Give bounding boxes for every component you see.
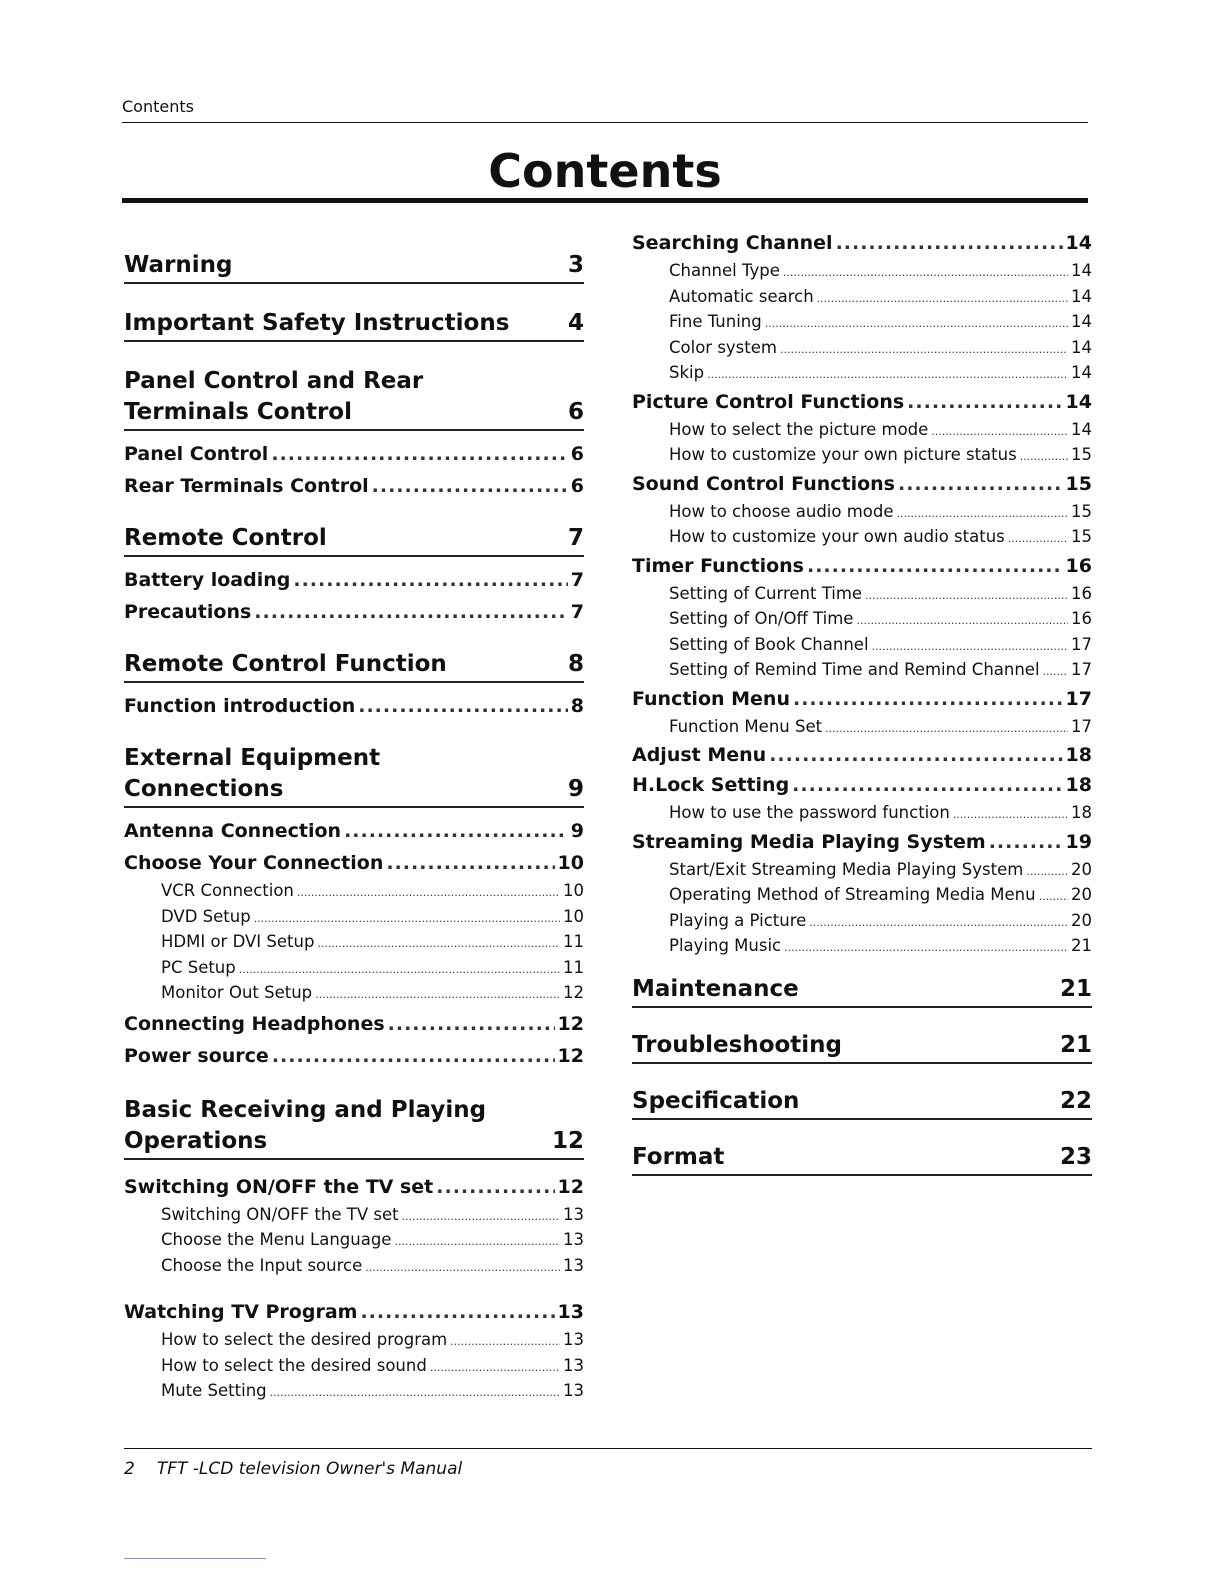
toc-section-title: Streaming Media Playing System [632,830,986,853]
toc-subsection-page: 21 [1071,936,1092,955]
toc-subsection-title: Automatic search [669,286,814,306]
dot-leader [807,551,1063,581]
chapter-page: 22 [1059,1087,1092,1114]
dot-leader [989,827,1063,857]
toc-subsection-title: How to choose audio mode [669,501,894,521]
dot-leader [272,1041,555,1071]
toc-section-page: 14 [1065,232,1092,254]
toc-chapter[interactable] [632,1142,1092,1176]
toc-subsection[interactable] [632,607,1092,633]
title-rule [122,198,1088,203]
chapter-page: 23 [1059,1143,1092,1170]
toc-subsection[interactable] [632,909,1092,935]
toc-chapter[interactable] [124,250,584,284]
toc-subsection[interactable] [124,930,584,956]
toc-subsection-page: 15 [1071,445,1092,464]
toc-subsection[interactable] [124,1354,584,1380]
toc-section-title: Antenna Connection [124,820,342,842]
toc-subsection-page: 12 [563,983,584,1002]
toc-section[interactable] [124,816,584,846]
toc-section[interactable] [632,770,1092,800]
toc-subsection-title: How to select the desired sound [161,1355,427,1375]
toc-subsection[interactable] [632,443,1092,469]
dot-leader [1008,527,1068,551]
toc-section[interactable] [124,439,584,469]
toc-subsection[interactable] [124,956,584,982]
toc-section-page: 12 [557,1175,584,1198]
toc-subsection[interactable] [632,336,1092,362]
toc-section-page: 10 [557,852,584,874]
dot-leader [1043,660,1068,684]
toc-subsection-page: 15 [1071,527,1092,546]
dot-leader [817,287,1068,311]
toc-subsection-page: 13 [563,1355,584,1375]
dot-leader [297,881,560,905]
dot-leader [783,261,1068,285]
dot-leader [344,816,568,846]
dot-leader [365,1256,560,1280]
toc-subsection[interactable] [632,658,1092,684]
toc-subsection-title: How to customize your own audio status [669,527,1005,546]
toc-section-page: 18 [1065,744,1092,766]
dot-leader [450,1330,560,1354]
toc-subsection-title: DVD Setup [161,906,251,926]
toc-subsection-title: Switching ON/OFF the TV set [161,1204,399,1224]
toc-subsection-title: Setting of On/Off Time [669,609,854,628]
dot-leader [792,770,1062,800]
toc-subsection-title: Choose the Menu Language [161,1230,392,1249]
dot-leader [898,469,1063,499]
toc-section-page: 14 [1065,390,1092,413]
toc-subsection-page: 15 [1071,501,1092,521]
toc-left-column [124,228,584,1405]
dot-leader [386,848,554,878]
toc-subsection-title: Choose the Input source [161,1255,363,1275]
toc-subsection[interactable] [632,285,1092,311]
toc-section[interactable] [124,1297,584,1327]
toc-section-page: 6 [570,475,584,497]
chapter-page: 8 [567,651,584,677]
toc-section-title: Connecting Headphones [124,1012,385,1035]
toc-section-page: 7 [570,601,584,623]
dot-leader [271,439,567,469]
toc-subsection-page: 13 [563,1230,584,1249]
toc-subsection[interactable] [632,801,1092,827]
toc-chapter[interactable] [124,523,584,557]
toc-section[interactable] [632,551,1092,581]
dot-leader [809,911,1068,935]
toc-section-page: 17 [1065,687,1092,710]
toc-section-title: Function introduction [124,695,356,717]
toc-subsection[interactable] [632,715,1092,741]
chapter-title: Important Safety Instructions [124,310,510,336]
toc-subsection-title: Start/Exit Streaming Media Playing System [669,859,1024,879]
dot-leader [1039,885,1068,909]
toc-section[interactable] [124,1041,584,1071]
toc-subsection-title: Mute Setting [161,1381,267,1400]
toc-subsection-title: Setting of Book Channel [669,634,869,654]
toc-section-title: Precautions [124,601,252,623]
toc-subsection-page: 13 [563,1330,584,1349]
chapter-page: 21 [1059,975,1092,1002]
toc-section-title: Sound Control Functions [632,472,895,495]
toc-subsection[interactable] [124,1203,584,1229]
dot-leader [872,635,1068,659]
dot-leader [953,803,1068,827]
header-rule [122,122,1088,123]
toc-subsection-page: 13 [563,1204,584,1224]
toc-section[interactable] [124,597,584,627]
chapter-page: 7 [567,525,584,551]
chapter-page: 9 [567,776,584,802]
chapter-title: Format [632,1143,725,1170]
dot-leader [780,338,1068,362]
toc-subsection-page: 14 [1071,261,1092,280]
chapter-page: 12 [551,1127,584,1154]
toc-section[interactable] [632,827,1092,857]
toc-subsection-page: 10 [563,881,584,900]
toc-subsection-title: Operating Method of Streaming Media Menu [669,885,1036,904]
toc-subsection-title: How to use the password function [669,803,950,822]
dot-leader [765,312,1068,336]
toc-chapter[interactable] [124,1095,584,1160]
toc-section-page: 7 [570,569,584,591]
toc-subsection-page: 20 [1071,859,1092,879]
toc-section-page: 6 [570,443,584,465]
chapter-title: Specification [632,1087,800,1114]
toc-subsection[interactable] [632,883,1092,909]
toc-chapter[interactable] [124,308,584,342]
dot-leader [317,932,560,956]
toc-subsection[interactable] [124,981,584,1007]
chapter-page: 3 [567,252,584,278]
dot-leader [769,740,1062,770]
toc-section[interactable] [124,1009,584,1039]
dot-leader [897,502,1068,526]
toc-subsection-title: Channel Type [669,261,780,280]
toc-subsection-title: Function Menu Set [669,716,823,736]
toc-section[interactable] [632,228,1092,258]
toc-subsection[interactable] [632,259,1092,285]
toc-section[interactable] [632,740,1092,770]
toc-section-title: Timer Functions [632,554,804,577]
dot-leader [825,717,1068,741]
dot-leader [270,1381,560,1405]
dot-leader [360,1297,554,1327]
bottom-mark [124,1558,266,1559]
toc-section[interactable] [124,471,584,501]
toc-subsection-title: HDMI or DVI Setup [161,932,315,951]
toc-subsection[interactable] [632,582,1092,608]
chapter-title: Panel Control and Rear Terminals Control [124,368,424,425]
chapter-title: Troubleshooting [632,1031,843,1058]
toc-subsection[interactable] [124,1379,584,1405]
chapter-title: Warning [124,252,233,278]
dot-leader [1026,860,1068,884]
toc-chapter[interactable] [124,366,584,431]
toc-subsection-page: 20 [1071,885,1092,904]
chapter-page: 6 [567,399,584,425]
toc-subsection-page: 14 [1071,312,1092,331]
chapter-page: 4 [567,310,584,336]
toc-section-title: Power source [124,1044,269,1067]
toc-subsection-title: Playing a Picture [669,910,807,930]
toc-section[interactable] [632,387,1092,417]
toc-section-title: Searching Channel [632,232,833,254]
toc-section-page: 18 [1065,774,1092,796]
dot-leader [907,387,1062,417]
toc-section-title: Panel Control [124,443,269,465]
toc-section-title: Function Menu [632,687,790,710]
toc-subsection[interactable] [632,525,1092,551]
toc-section-page: 15 [1065,472,1092,495]
toc-section-title: Choose Your Connection [124,852,384,874]
dot-leader [372,471,568,501]
toc-section-page: 19 [1065,830,1092,853]
chapter-title: External Equipment Connections [124,745,381,802]
chapter-page: 21 [1059,1031,1092,1058]
toc-subsection-page: 10 [563,906,584,926]
running-header: Contents [122,97,194,116]
dot-leader [865,584,1068,608]
toc-subsection-page: 18 [1071,803,1092,822]
dot-leader [707,363,1068,387]
toc-subsection-page: 14 [1071,286,1092,306]
toc-subsection-title: Monitor Out Setup [161,983,313,1002]
toc-section-title: Picture Control Functions [632,390,905,413]
toc-section-title: Watching TV Program [124,1301,358,1323]
toc-subsection-page: 14 [1071,419,1092,439]
dot-leader [836,228,1063,258]
dot-leader [315,983,560,1007]
toc-subsection[interactable] [632,934,1092,960]
toc-subsection-page: 20 [1071,910,1092,930]
toc-section[interactable] [124,691,584,721]
toc-subsection-page: 17 [1071,660,1092,679]
toc-subsection[interactable] [632,858,1092,884]
footer-rule [124,1448,1092,1449]
toc-subsection[interactable] [124,1328,584,1354]
toc-section[interactable] [632,684,1092,714]
dot-leader [856,609,1068,633]
chapter-title: Basic Receiving and Playing Operations [124,1096,487,1154]
dot-leader [1020,445,1068,469]
dot-leader [793,684,1063,714]
toc-section-title: H.Lock Setting [632,774,790,796]
toc-section-page: 12 [557,1044,584,1067]
dot-leader [394,1230,560,1254]
dot-leader [436,1172,554,1202]
toc-subsection-title: Fine Tuning [669,312,762,331]
toc-subsection-page: 11 [563,932,584,951]
toc-subsection[interactable] [124,1254,584,1280]
page-footer [124,1459,462,1479]
toc-subsection-title: How to select the desired program [161,1330,448,1349]
toc-subsection-page: 14 [1071,337,1092,357]
dot-leader [293,565,567,595]
dot-leader [402,1205,560,1229]
toc-section[interactable] [124,1172,584,1202]
dot-leader [430,1356,560,1380]
page-title: Contents [488,144,722,198]
toc-section-page: 12 [557,1012,584,1035]
dot-leader [254,597,567,627]
toc-subsection-title: Color system [669,337,777,357]
toc-subsection[interactable] [632,418,1092,444]
toc-subsection-page: 17 [1071,634,1092,654]
toc-right-column [632,228,1092,1176]
toc-section-title: Switching ON/OFF the TV set [124,1175,434,1198]
toc-subsection-title: Playing Music [669,936,782,955]
toc-subsection-page: 17 [1071,716,1092,736]
toc-subsection-page: 11 [563,957,584,977]
toc-subsection-title: PC Setup [161,957,236,977]
toc-subsection-title: Setting of Current Time [669,583,863,603]
toc-subsection-title: Skip [669,363,705,382]
dot-leader [931,420,1068,444]
toc-subsection[interactable] [124,1228,584,1254]
dot-leader [358,691,568,721]
dot-leader [784,936,1068,960]
dot-leader [239,958,560,982]
toc-subsection-title: How to customize your own picture status [669,445,1017,464]
dot-leader [254,907,560,931]
toc-chapter[interactable] [632,974,1092,1008]
toc-subsection-page: 16 [1071,609,1092,628]
toc-subsection-title: Setting of Remind Time and Remind Channel [669,660,1040,679]
toc-section-page: 8 [570,695,584,717]
toc-section-page: 13 [557,1301,584,1323]
toc-subsection[interactable] [124,879,584,905]
toc-subsection[interactable] [632,310,1092,336]
toc-section-page: 16 [1065,554,1092,577]
toc-subsection-page: 13 [563,1381,584,1400]
toc-chapter[interactable] [124,743,584,808]
toc-subsection[interactable] [632,633,1092,659]
toc-subsection[interactable] [124,905,584,931]
toc-subsection-page: 16 [1071,583,1092,603]
toc-subsection[interactable] [632,361,1092,387]
footer-manual-title: TFT -LCD television Owner's Manual [156,1459,463,1479]
dot-leader [388,1009,555,1039]
toc-subsection-title: How to select the picture mode [669,419,929,439]
toc-section-title: Rear Terminals Control [124,475,369,497]
footer-page-number: 2 [124,1459,135,1479]
chapter-title: Remote Control Function [124,651,447,677]
toc-section[interactable] [632,469,1092,499]
chapter-title: Maintenance [632,975,799,1002]
toc-subsection-page: 14 [1071,363,1092,382]
chapter-title: Remote Control [124,525,327,551]
toc-section-page: 9 [570,820,584,842]
toc-subsection-page: 13 [563,1255,584,1275]
toc-chapter[interactable] [632,1030,1092,1064]
toc-chapter[interactable] [632,1086,1092,1120]
toc-chapter[interactable] [124,649,584,683]
toc-section-title: Adjust Menu [632,744,767,766]
toc-subsection[interactable] [632,500,1092,526]
toc-section[interactable] [124,848,584,878]
toc-subsection-title: VCR Connection [161,881,294,900]
toc-section-title: Battery loading [124,569,291,591]
toc-section[interactable] [124,565,584,595]
